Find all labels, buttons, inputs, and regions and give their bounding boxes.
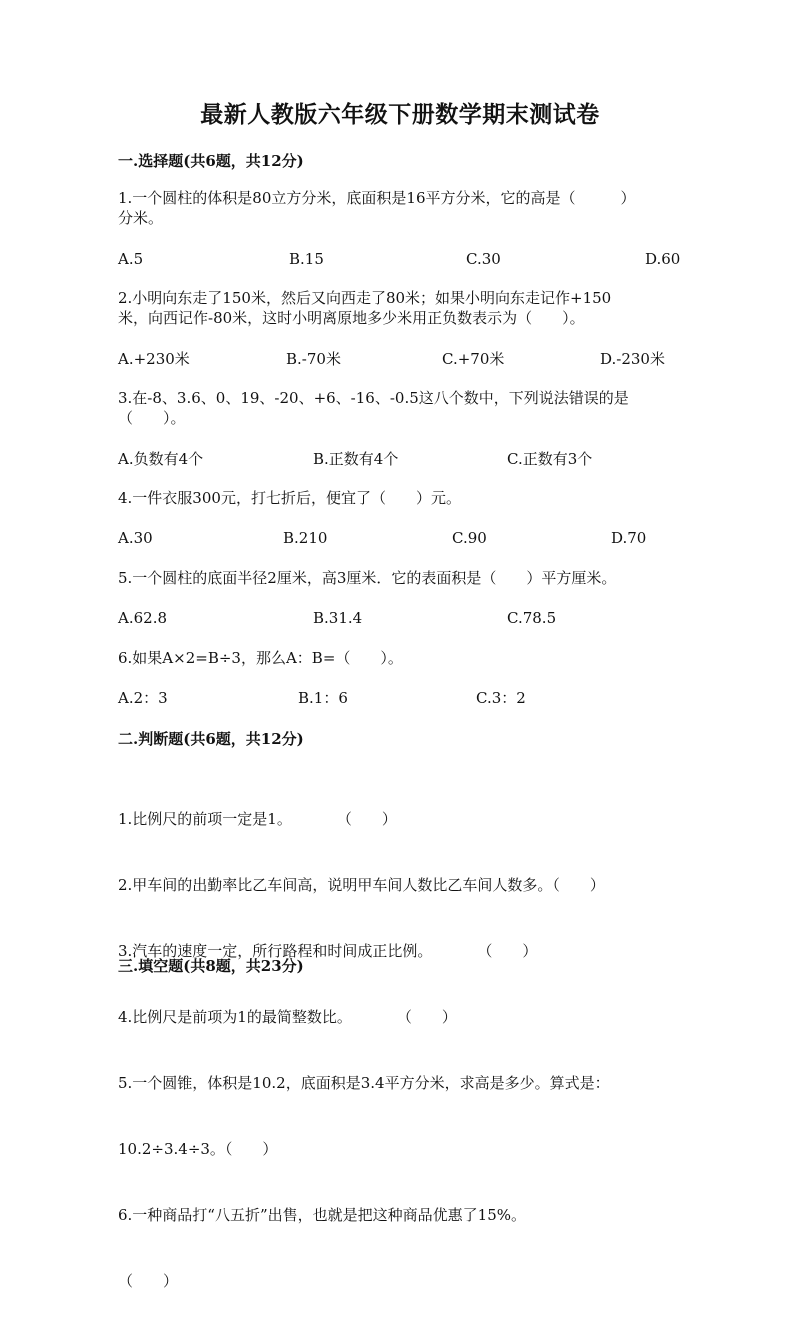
question-5: [118, 568, 678, 588]
option-b: B.-70米: [286, 350, 341, 368]
list-item: 4.比例尺是前项为1的最简整数比。 （ ）: [118, 1008, 457, 1026]
list-item: 6.一种商品打“八五折”出售，也就是把这种商品优惠了15%。: [118, 1206, 526, 1224]
option-c: C.正数有3个: [507, 450, 593, 468]
question-stem-line: 6.如果A×2=B÷3，那么A：B=（ ）。: [118, 649, 403, 667]
option-a: A.+230米: [118, 350, 190, 368]
true-false-list: [118, 764, 678, 1336]
section-heading-fill-blank: 三.填空题(共8题，共23分): [118, 957, 304, 975]
section-heading-multiple-choice: 一.选择题(共6题，共12分): [118, 152, 304, 170]
question-stem-line: 分米。: [118, 209, 164, 227]
option-a: A.30: [118, 529, 153, 547]
option-b: B.正数有4个: [313, 450, 399, 468]
option-c: C.+70米: [442, 350, 505, 368]
option-c: C.90: [452, 529, 487, 547]
question-stem-line: 1.一个圆柱的体积是80立方分米，底面积是16平方分米，它的高是（ ）: [118, 189, 636, 207]
question-stem-line: （ ）。: [118, 409, 186, 427]
option-c: C.78.5: [507, 609, 557, 627]
question-stem-line: 3.在-8、3.6、0、19、-20、+6、-16、-0.5这八个数中，下列说法错误的是: [118, 389, 629, 407]
option-c: C.30: [466, 250, 501, 268]
question-stem-line: 4.一件衣服300元，打七折后，便宜了（ ）元。: [118, 489, 461, 507]
option-a: A.62.8: [118, 609, 167, 627]
list-item: 3.汽车的速度一定，所行路程和时间成正比例。 （ ）: [118, 942, 538, 960]
question-stem-line: 米，向西记作-80米，这时小明离原地多少米用正负数表示为（ ）。: [118, 309, 585, 327]
option-c: C.3：2: [476, 689, 526, 707]
question-stem-line: 2.小明向东走了150米，然后又向西走了80米；如果小明向东走记作+150: [118, 289, 612, 307]
question-2: [118, 288, 678, 328]
question-1: [118, 188, 678, 228]
option-a: A.5: [118, 250, 144, 268]
option-d: D.60: [645, 250, 681, 268]
list-item: （ ）: [118, 1272, 179, 1290]
list-item: 1.比例尺的前项一定是1。 （ ）: [118, 810, 397, 828]
option-b: B.1：6: [298, 689, 348, 707]
option-b: B.210: [283, 529, 328, 547]
question-4: [118, 488, 678, 508]
section-heading-true-false: 二.判断题(共6题，共12分): [118, 730, 304, 748]
option-d: D.-230米: [600, 350, 665, 368]
list-item: 5.一个圆锥，体积是10.2，底面积是3.4平方分米，求高是多少。算式是：: [118, 1074, 610, 1092]
option-b: B.15: [289, 250, 324, 268]
question-6: [118, 648, 678, 668]
option-b: B.31.4: [313, 609, 363, 627]
option-a: A.2：3: [118, 689, 168, 707]
option-a: A.负数有4个: [118, 450, 204, 468]
question-stem-line: 5.一个圆柱的底面半径2厘米，高3厘米．它的表面积是（ ）平方厘米。: [118, 569, 617, 587]
list-item: 10.2÷3.4÷3。（ ）: [118, 1140, 278, 1158]
page-title: 最新人教版六年级下册数学期末测试卷: [200, 101, 600, 128]
option-d: D.70: [611, 529, 647, 547]
question-3: [118, 388, 678, 428]
list-item: 2.甲车间的出勤率比乙车间高，说明甲车间人数比乙车间人数多。（ ）: [118, 876, 605, 894]
